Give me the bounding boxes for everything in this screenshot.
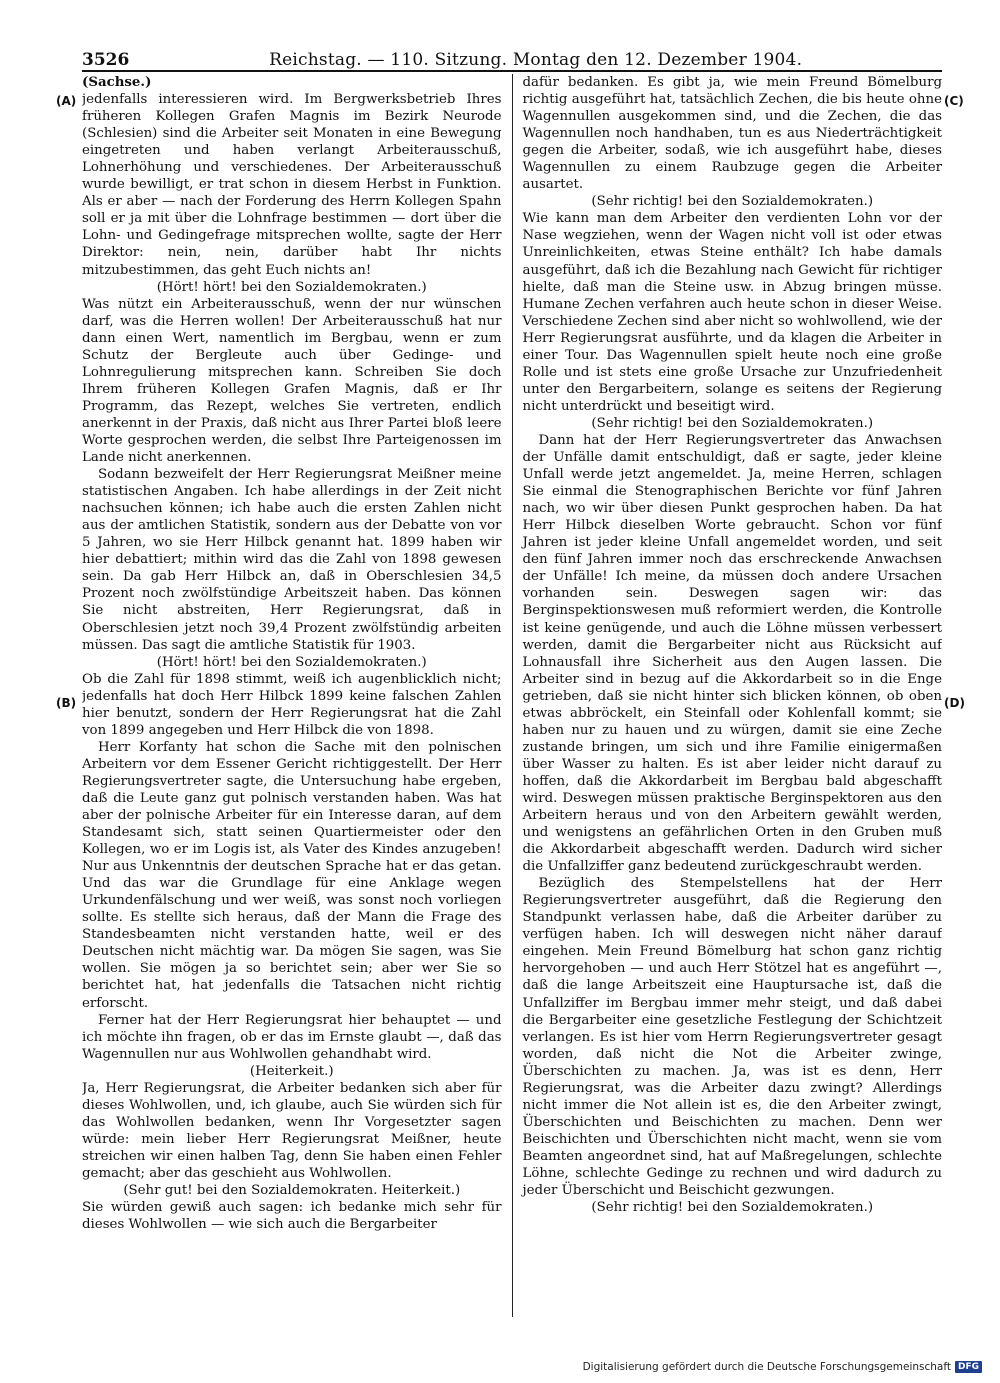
paragraph: Dann hat der Herr Regierungsvertreter das Anwachsen der Unfälle damit entschuldigt, daß er sagte, jeder kleine Unfall werde jetzt angemeldet. Ja, meine Herren, schlagen Sie einmal die Stenographischen Berichte vor fünf Jahren nach, wo wir über diesen Punkt gesprochen haben. Da hat Herr Hilbck dieselben Worte gebraucht. Schon vor fünf Jahren ist jeder kleine Unfall angemeldet worden, und seit den fünf Jahren immer noch das erschreckende Anwachsen der Unfälle! Ich meine, da müssen doch andere Ursachen vorhanden sein. Deswegen sagen wir: das Berginspektionswesen muß reformiert werden, die Kontrolle ist keine genügende, und auch die Löhne müssen verbessert werden, damit die Bergarbeiter nicht aus Rücksicht auf Lohnausfall ihre Sicherheit aus den Augen lassen. Die Arbeiter sind in bezug auf die Akkordarbeit so in die Enge getrieben, daß sie nicht hinter sich blicken können, ob oben etwas abbröckelt, ein Steinfall oder Kohlenfall kommt; sie haben nur zu hauen und zu würgen, damit sie eine Zeche zustande bringen, um sich und ihre Familie einigermaßen über Wasser zu halten. Es ist aber leider nicht darauf zu hoffen, daß die Akkordarbeit im Bergbau bald abgeschafft wird. Deswegen müssen praktische Berginspektoren aus den Arbeitern heraus und von den Arbeitern gewählt werden, und wenigstens an gefährlichen Orten in den Gruben muß die Akkordarbeit abgeschafft werden. Dadurch wird sicher die Unfallziffer ganz bedeutend zurückgeschraubt werden. bbox=[522, 432, 942, 875]
running-title: Reichstag. — 110. Sitzung. Montag den 12. Dezember 1904. bbox=[269, 50, 803, 70]
paragraph: dafür bedanken. Es gibt ja, wie mein Freund Bömelburg richtig ausgeführt hat, tatsächlich Zechen, die bis heute ohne Wagennullen ausgekommen sind, und die Zechen, die das Wagennullen noch handhaben, tun es aus Niederträchtigkeit gegen die Arbeiter, sodaß, wie ich ausgeführt habe, dieses Wagennullen zu einem Raubzuge gegen die Arbeiter ausartet. bbox=[522, 75, 942, 193]
interjection: (Hört! hört! bei den Sozialdemokraten.) bbox=[156, 279, 427, 295]
paragraph: Sodann bezweifelt der Herr Regierungsrat Meißner meine statistischen Angaben. Ich habe allerdings in der Zeit nicht nachsuchen können; ich habe auch die ersten Zahlen nicht aus der amtlichen Statistik, sondern aus der Debatte von vor 5 Jahren, wo sie Herr Hilbck genannt hat. 1899 haben wir hier debattiert; mithin wird das die Zahl von 1898 gewesen sein. Da gab Herr Hilbck an, daß in Oberschlesien 34,5 Prozent noch zwölfstündige Arbeitszeit haben. Das können Sie nicht abstreiten, Herr Regierungsrat, daß in Oberschlesien jetzt noch 39,4 Prozent zwölfstündig arbeiten müssen. Das sagt die amtliche Statistik für 1903. bbox=[82, 467, 502, 653]
interjection: (Sehr richtig! bei den Sozialdemokraten.) bbox=[591, 415, 874, 431]
margin-marker-a: (A) bbox=[56, 94, 77, 108]
margin-marker-c: (C) bbox=[944, 94, 964, 108]
paragraph: Wie kann man dem Arbeiter den verdienten Lohn vor der Nase wegziehen, wenn der Wagen nicht voll ist oder etwas Unreinlichkeiten, etwas Steine enthält? Ich habe damals ausgeführt, daß ich die Bezahlung nach Gewicht für richtiger hielte, daß man die Steine usw. in Abzug bringen müsse. Humane Zechen verfahren auch heute schon in dieser Weise. Verschiedene Zechen sind aber nicht so wohlwollend, wie der Herr Regierungsrat ausführte, und da klagen die Arbeiter in einer Tour. Das Wagennullen spielt heute noch eine große Rolle und ist stets eine große Ursache zur Unzufriedenheit unter den Bergarbeitern, solange es seitens der Regierung nicht unterdrückt und beseitigt wird. bbox=[522, 211, 942, 414]
text-columns bbox=[82, 74, 942, 1317]
paragraph: Ja, Herr Regierungsrat, die Arbeiter bedanken sich aber für dieses Wohlwollen, und, ich glaube, auch Sie würden sich für das Wohlwollen bedanken, wenn Ihr Vorgesetzter sagen würde: mein lieber Herr Regierungsrat Meißner, heute streichen wir einen halben Tag, denn Sie haben einen Fehler gemacht; aber das geschieht aus Wohlwollen. bbox=[82, 1080, 502, 1181]
interjection: (Sehr richtig! bei den Sozialdemokraten.) bbox=[591, 1200, 874, 1216]
interjection: (Heiterkeit.) bbox=[249, 1063, 334, 1079]
page-header bbox=[82, 44, 942, 72]
page-number: 3526 bbox=[82, 50, 130, 70]
paragraph: jedenfalls interessieren wird. Im Bergwerksbetrieb Ihres früheren Kollegen Grafen Magnis im Bezirk Neurode (Schlesien) sind die Arbeiter seit Monaten in eine Bewegung eingetreten und haben verlangt Arbeiterausschuß, Lohnerhöhung und verschiedenes. Der Arbeiterausschuß wurde bewilligt, er trat schon in diesem Herbst in Funktion. Als er aber — nach der Forderung des Herrn Kollegen Spahn soll er ja mit über die Lohnfrage bestimmen — dort über die Lohn- und Gedingefrage mitsprechen wollte, sagte der Herr Direktor: nein, nein, darüber habt Ihr nichts mitzubestimmen, das geht Euch nichts an! bbox=[82, 92, 502, 278]
footer-credit-text: Digitalisierung gefördert durch die Deutsche Forschungsgemeinschaft bbox=[582, 1361, 951, 1373]
interjection: (Sehr gut! bei den Sozialdemokraten. Heiterkeit.) bbox=[123, 1183, 461, 1199]
paragraph: Herr Korfanty hat schon die Sache mit den polnischen Arbeitern vor dem Essener Gericht richtiggestellt. Der Herr Regierungsvertreter sagte, die Untersuchung habe ergeben, daß die Leute ganz gut polnisch verstanden haben. Was hat aber der polnische Arbeiter für ein Interesse daran, auf dem Standesamt sich, statt seinen Quartiermeister oder den Kollegen, wo er im Logis ist, als Vater des Kindes anzugeben! Nur aus Unkenntnis der deutschen Sprache hat er das getan. Und das war die Grundlage für eine Anklage wegen Urkundenfälschung und wer weiß, was sonst noch vorliegen sollte. Es stellte sich heraus, daß der Mann die Frage des Standesbeamten nicht verstanden hatte, weil er des Deutschen nicht mächtig war. Da mögen Sie sagen, was Sie wollen. Sie mögen ja so berichtet sein; aber wer Sie so berichtet hat, hat jedenfalls die Tatsachen nicht richtig erforscht. bbox=[82, 739, 502, 1011]
footer-credit bbox=[583, 1361, 982, 1373]
paragraph: Was nützt ein Arbeiterausschuß, wenn der nur wünschen darf, was die Herren wollen! Der Arbeiterausschuß hat nur dann einen Wert, namentlich im Bergbau, wenn er zum Schutz der Bergleute auch über Gedinge- und Lohnregulierung mitsprechen kann. Schreiben Sie doch Ihrem früheren Kollegen Grafen Magnis, daß er Ihr Programm, das Rezept, welches Sie vertreten, endlich anerkennt in der Praxis, daß nicht aus Ihrer Partei bloß leere Worte gesprochen werden, die selbst Ihre Parteigenossen im Lande nicht anerkennen. bbox=[82, 296, 502, 466]
margin-marker-d: (D) bbox=[944, 696, 965, 710]
paragraph: Sie würden gewiß auch sagen: ich bedanke mich sehr für dieses Wohlwollen — wie sich auch die Bergarbeiter bbox=[82, 1200, 502, 1233]
paragraph: Bezüglich des Stempelstellens hat der Herr Regierungsvertreter ausgeführt, daß die Regierung den Standpunkt verlassen habe, daß die Arbeiter darüber zu verfügen haben. Ich will deswegen nicht näher darauf eingehen. Mein Freund Bömelburg hat schon ganz richtig hervorgehoben — und auch Herr Stötzel hat es angeführt —, daß die lange Arbeitszeit eine Hauptursache ist, daß die Unfallziffer im Bergbau immer mehr steigt, und daß dabei die Bergarbeiter eine gesetzliche Festlegung der Schichtzeit verlangen. Es ist hier vom Herrn Regierungsvertreter gesagt worden, daß nicht die Not die Arbeiter zwinge, Überschichten zu machen. Ja, was ist es denn, Herr Regierungsrat, was die Arbeiter dazu zwingt? Allerdings nicht immer die Not allein ist es, die den Arbeiter zwingt, Überschichten und Beischichten zu machen. Denn wer Beischichten und Überschichten nicht macht, wenn sie vom Beamten angeordnet sind, hat auf Maßregelungen, schlechte Löhne, schlechte Gedinge zu rechnen und wird dadurch zu jeder Überschicht und Beischicht gezwungen. bbox=[522, 876, 942, 1199]
dfg-logo: DFG bbox=[955, 1361, 982, 1373]
right-column bbox=[512, 74, 943, 1317]
margin-marker-b: (B) bbox=[56, 696, 77, 710]
paragraph: Ob die Zahl für 1898 stimmt, weiß ich augenblicklich nicht; jedenfalls hat doch Herr Hilbck 1899 keine falschen Zahlen hier benutzt, sondern der Herr Regierungsrat hat die Zahl von 1899 angegeben und Herr Hilbck die von 1898. bbox=[82, 671, 502, 738]
interjection: (Hört! hört! bei den Sozialdemokraten.) bbox=[156, 654, 427, 670]
paragraph: Ferner hat der Herr Regierungsrat hier behauptet — und ich möchte ihn fragen, ob er das im Ernste glaubt —, daß das Wagennullen nur aus Wohlwollen gehandhabt wird. bbox=[82, 1012, 502, 1062]
interjection: (Sehr richtig! bei den Sozialdemokraten.) bbox=[591, 194, 874, 210]
left-column bbox=[82, 74, 512, 1317]
speaker-name: (Sachse.) bbox=[82, 74, 152, 90]
